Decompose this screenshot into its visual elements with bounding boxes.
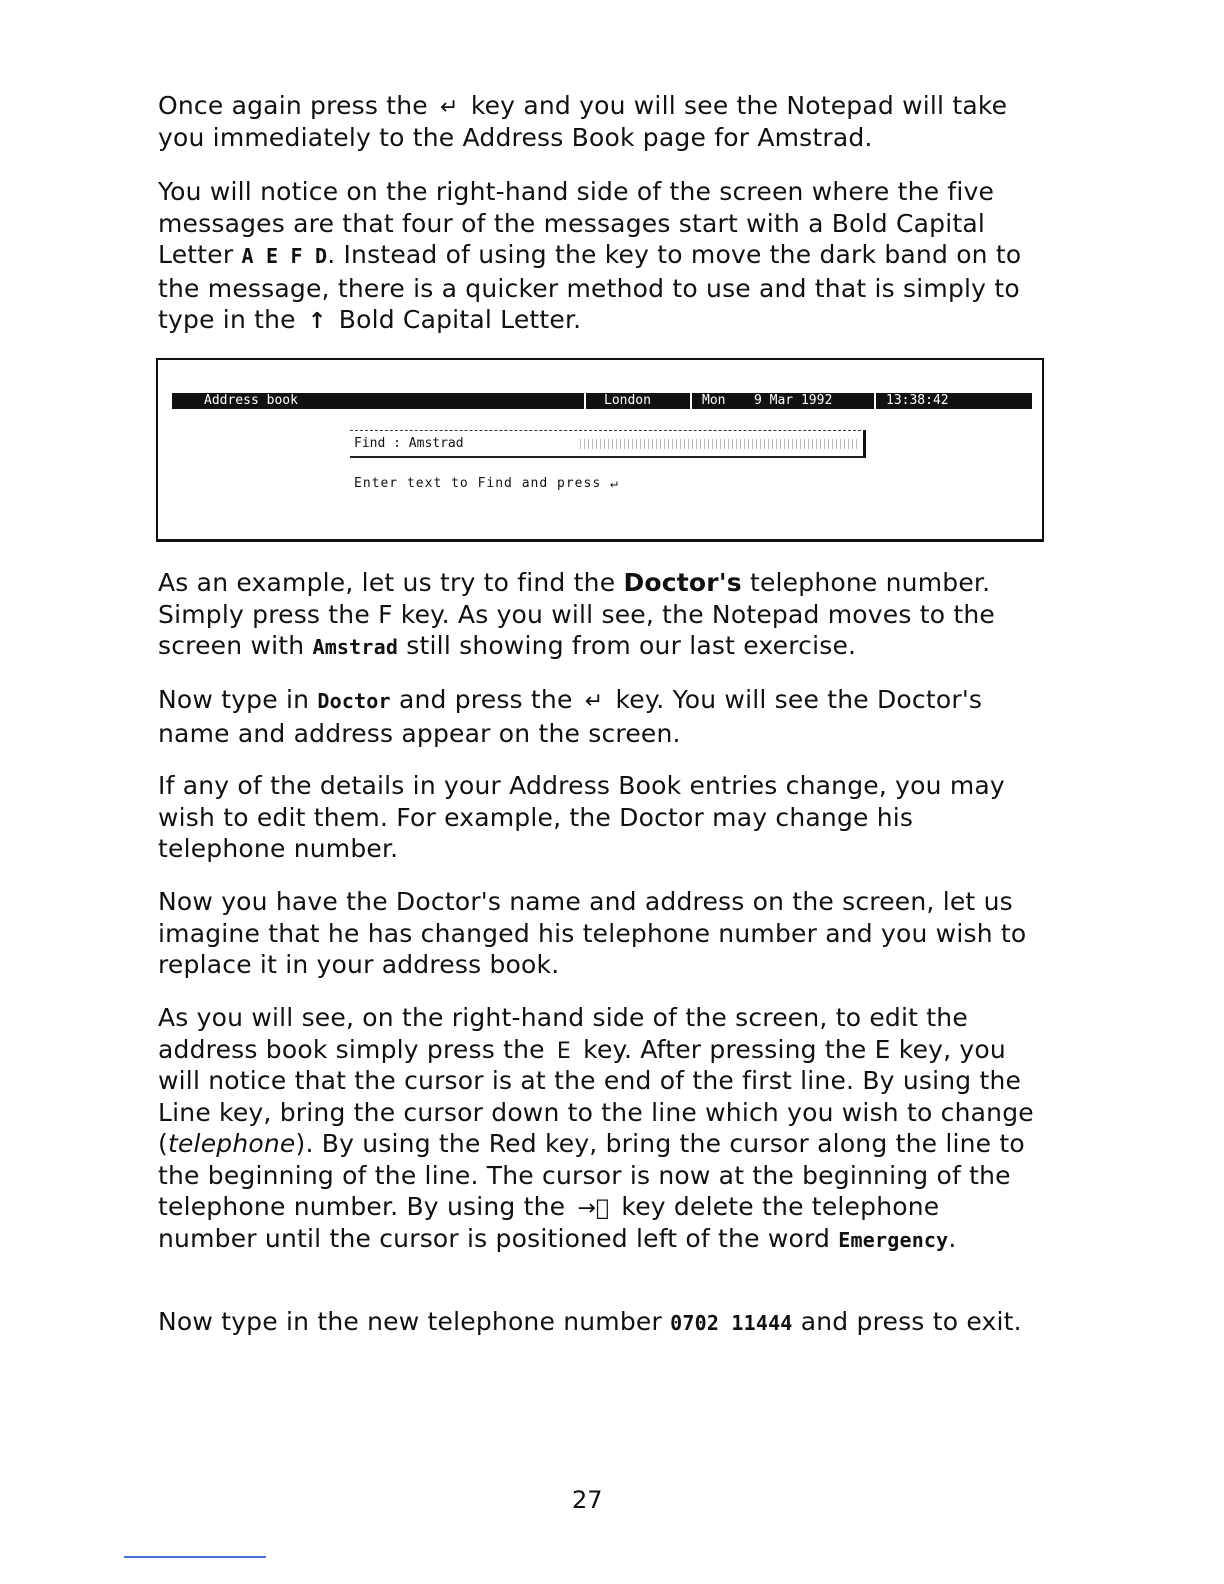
p4-text-c: key. You will see the Doctor's name and address appear on the screen. bbox=[158, 685, 983, 748]
p1-text-a: Once again press the bbox=[158, 91, 428, 120]
find-field[interactable] bbox=[350, 430, 866, 458]
footer-rule bbox=[124, 1556, 266, 1558]
paragraph-6 bbox=[158, 886, 1042, 981]
enter-key-icon-2: ↵ bbox=[584, 689, 604, 714]
p3-amstrad: Amstrad bbox=[312, 635, 399, 659]
p7-text-d: key delete the telephone number until the cursor is positioned left of the word bbox=[158, 1192, 940, 1253]
paragraph-3 bbox=[158, 567, 1042, 664]
find-value: Amstrad bbox=[408, 436, 464, 451]
p3-text-b: telephone number. Simply press the F key. As you will see, the Notepad moves to the screen with bbox=[158, 568, 995, 660]
p4-text-b: and press the bbox=[398, 685, 573, 714]
p7-text-a: As you will see, on the right-hand side of the screen, to edit the address book simply press the bbox=[158, 1003, 968, 1064]
p2-letters: A E F D bbox=[241, 244, 328, 268]
screen-day: Mon bbox=[702, 393, 726, 408]
p7-text-c: ). By using the Red key, bring the cursor along the line to the beginning of the line. The cursor is now at the beginning of the telephone number. By using the bbox=[158, 1129, 1025, 1221]
paragraph-5 bbox=[158, 770, 1042, 865]
notepad-screen bbox=[156, 358, 1044, 542]
delete-key-icon: →⃒ bbox=[577, 1196, 610, 1221]
paragraph-4 bbox=[158, 684, 1042, 749]
find-prompt: Enter text to Find and press ↵ bbox=[354, 476, 619, 491]
p3-text-a: As an example, let us try to find the bbox=[158, 568, 616, 597]
p7-emergency: Emergency bbox=[838, 1227, 949, 1252]
p2-text-d: Bold Capital Letter. bbox=[338, 305, 582, 334]
screen-time: 13:38:42 bbox=[886, 393, 949, 408]
paragraph-1 bbox=[158, 90, 1042, 153]
p4-doctor: Doctor bbox=[317, 689, 391, 713]
paragraph-7 bbox=[158, 1002, 1042, 1256]
p3-text-c: still showing from our last exercise. bbox=[406, 631, 857, 660]
screen-title: Address book bbox=[204, 393, 298, 408]
enter-key-icon: ↵ bbox=[440, 95, 459, 120]
up-arrow-key-icon: ↑ bbox=[307, 309, 327, 334]
paragraph-2 bbox=[158, 176, 1042, 336]
p4-text-a: Now type in bbox=[158, 685, 310, 714]
p8-text-a: Now type in the new telephone number bbox=[158, 1307, 662, 1336]
screen-date: 9 Mar 1992 bbox=[754, 393, 833, 408]
paragraph-8 bbox=[158, 1306, 1042, 1340]
p7-text-e: . bbox=[948, 1223, 957, 1253]
p3-doctors: Doctor's bbox=[623, 568, 742, 597]
screen-location: London bbox=[604, 393, 651, 408]
p6-text: Now you have the Doctor's name and address on the screen, let us imagine that he has changed his telephone number and you wish to replace it in your address book. bbox=[158, 887, 1027, 979]
p2-text-c: key to move the dark band on to the message, there is a quicker method to use and that is simply to type in the bbox=[158, 240, 1022, 334]
find-label: Find : bbox=[354, 436, 401, 451]
p2-text-a: You will notice on the right-hand side of the screen where the five messages are that four of the messages start with a Bold Capital Letter bbox=[158, 177, 995, 269]
p7-text-b: key. After pressing the E key, you will notice that the cursor is at the end of the first line. By using the Line key, bring the cursor down to the line which you wish to change ( bbox=[158, 1034, 1034, 1158]
p8-text-b: and press bbox=[800, 1307, 925, 1336]
page-number: 27 bbox=[572, 1486, 603, 1514]
p8-number: 0702 11444 bbox=[670, 1311, 793, 1335]
screen-title-bar bbox=[172, 393, 1032, 409]
e-key: E bbox=[556, 1038, 571, 1064]
p2-text-b: . Instead of using the bbox=[327, 240, 597, 269]
p7-telephone: telephone bbox=[167, 1129, 296, 1158]
p1-text-b: key and you will see the Notepad will take you immediately to the Address Book page for Amstrad. bbox=[158, 91, 1008, 152]
p5-text: If any of the details in your Address Book entries change, you may wish to edit them. For example, the Doctor may change his telephone number. bbox=[158, 771, 1005, 863]
p8-text-c: to exit. bbox=[932, 1307, 1022, 1336]
